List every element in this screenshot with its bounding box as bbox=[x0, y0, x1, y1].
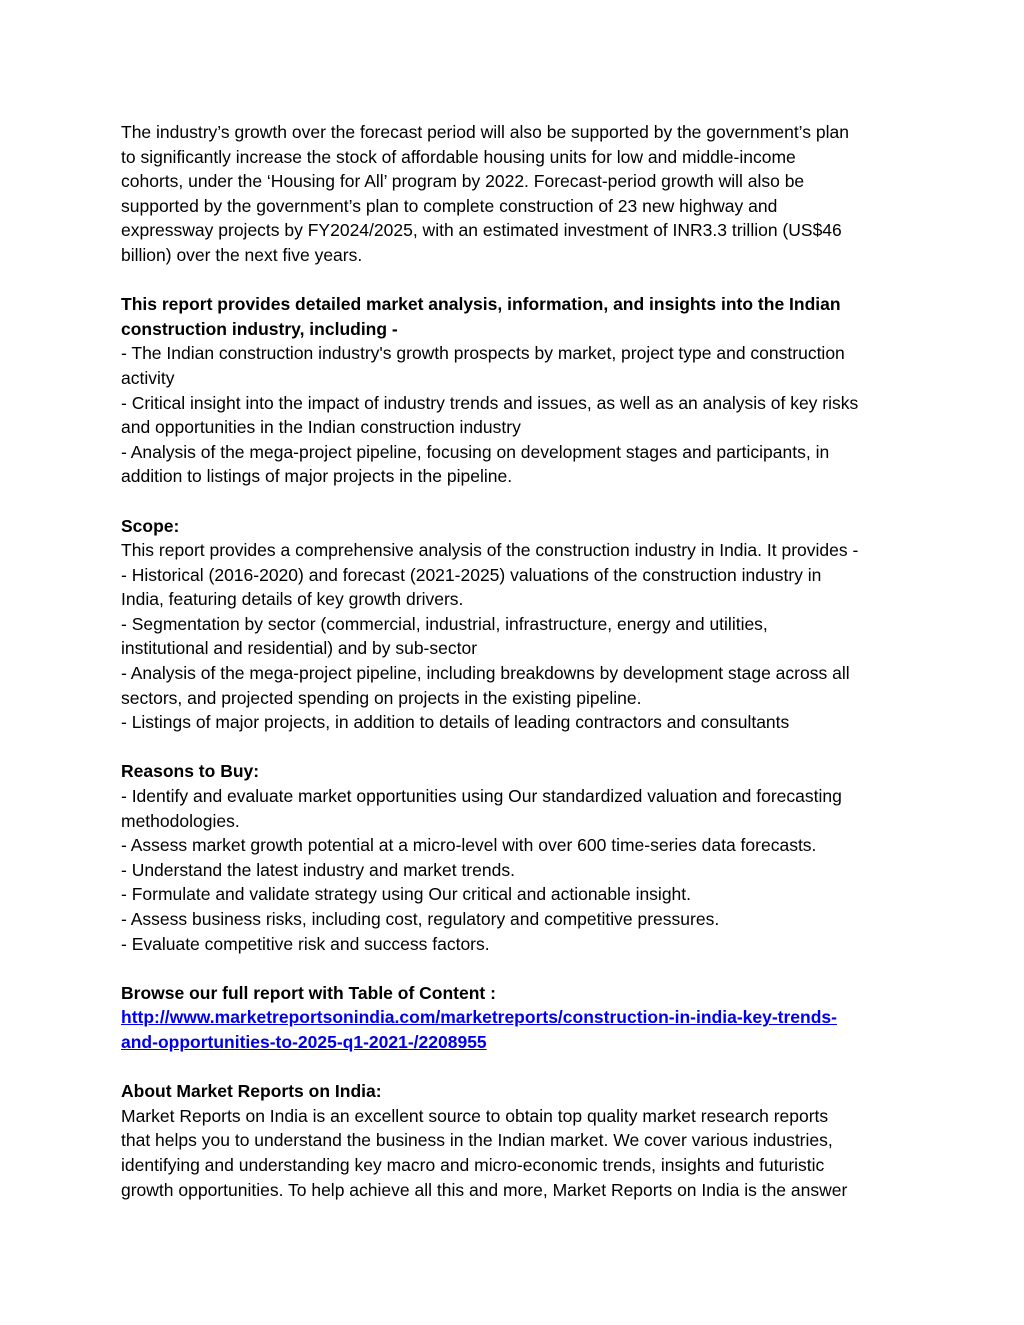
text-line: growth opportunities. To help achieve all this and more, Market Reports on India is the answer bbox=[121, 1179, 848, 1200]
report-link-line[interactable]: and-opportunities-to-2025-q1-2021-/2208955 bbox=[121, 1031, 487, 1052]
text-line: sectors, and projected spending on projects in the existing pipeline. bbox=[121, 687, 642, 708]
reasons-heading: Reasons to Buy: bbox=[121, 761, 260, 782]
text-line: - Formulate and validate strategy using Our critical and actionable insight. bbox=[121, 884, 692, 905]
report-heading: construction industry, including - bbox=[121, 318, 398, 339]
text-line: activity bbox=[121, 367, 175, 388]
intro-paragraph bbox=[121, 120, 906, 268]
text-line: that helps you to understand the business in the Indian market. We cover various industries, bbox=[121, 1130, 833, 1151]
text-line: - Identify and evaluate market opportunities using Our standardized valuation and forecasting bbox=[121, 786, 842, 807]
browse-section bbox=[121, 981, 906, 1055]
text-line: to significantly increase the stock of affordable housing units for low and middle-income bbox=[121, 146, 796, 167]
browse-heading: Browse our full report with Table of Content : bbox=[121, 982, 496, 1003]
scope-section bbox=[121, 514, 906, 735]
text-line: methodologies. bbox=[121, 810, 240, 831]
report-link[interactable] bbox=[121, 1030, 906, 1055]
text-line: - Understand the latest industry and market trends. bbox=[121, 859, 515, 880]
text-line: - Segmentation by sector (commercial, industrial, infrastructure, energy and utilities, bbox=[121, 613, 768, 634]
text-line: The industry’s growth over the forecast period will also be supported by the government’s plan bbox=[121, 122, 849, 142]
text-line: expressway projects by FY2024/2025, with an estimated investment of INR3.3 trillion (US$46 bbox=[121, 220, 842, 241]
text-line: - Listings of major projects, in addition to details of leading contractors and consultants bbox=[121, 712, 790, 733]
text-line: and opportunities in the Indian construction industry bbox=[121, 417, 521, 438]
text-line: This report provides a comprehensive analysis of the construction industry in India. It provides - bbox=[121, 540, 859, 561]
text-line: billion) over the next five years. bbox=[121, 244, 363, 265]
text-line: Market Reports on India is an excellent source to obtain top quality market research reports bbox=[121, 1105, 829, 1126]
text-line: supported by the government’s plan to complete construction of 23 new highway and bbox=[121, 195, 778, 216]
text-line: India, featuring details of key growth drivers. bbox=[121, 589, 464, 610]
text-line: - The Indian construction industry's growth prospects by market, project type and construction bbox=[121, 343, 845, 364]
about-heading: About Market Reports on India: bbox=[121, 1081, 382, 1102]
report-link[interactable] bbox=[121, 1005, 906, 1030]
report-heading: This report provides detailed market analysis, information, and insights into the Indian bbox=[121, 294, 841, 315]
reasons-section bbox=[121, 759, 906, 956]
text-line: cohorts, under the ‘Housing for All’ program by 2022. Forecast-period growth will also be bbox=[121, 171, 805, 192]
text-line: - Assess business risks, including cost, regulatory and competitive pressures. bbox=[121, 909, 720, 929]
text-line: institutional and residential) and by sub-sector bbox=[121, 638, 478, 659]
text-line: - Critical insight into the impact of industry trends and issues, as well as an analysis of key risks bbox=[121, 392, 859, 413]
text-line: - Historical (2016-2020) and forecast (2021-2025) valuations of the construction industry in bbox=[121, 564, 822, 585]
report-link-line[interactable]: http://www.marketreportsonindia.com/marketreports/construction-in-india-key-trends- bbox=[121, 1007, 837, 1028]
document-page bbox=[121, 120, 906, 1227]
text-line: addition to listings of major projects in the pipeline. bbox=[121, 466, 513, 487]
about-section bbox=[121, 1079, 906, 1202]
text-line: identifying and understanding key macro and micro-economic trends, insights and futuristic bbox=[121, 1154, 825, 1175]
text-line: - Analysis of the mega-project pipeline, including breakdowns by development stage across all bbox=[121, 663, 850, 684]
text-line: - Assess market growth potential at a micro-level with over 600 time-series data forecasts. bbox=[121, 835, 817, 856]
scope-heading: Scope: bbox=[121, 515, 180, 536]
text-line: - Evaluate competitive risk and success factors. bbox=[121, 933, 490, 954]
report-section bbox=[121, 292, 906, 489]
text-line: - Analysis of the mega-project pipeline, focusing on development stages and participants, in bbox=[121, 441, 830, 462]
